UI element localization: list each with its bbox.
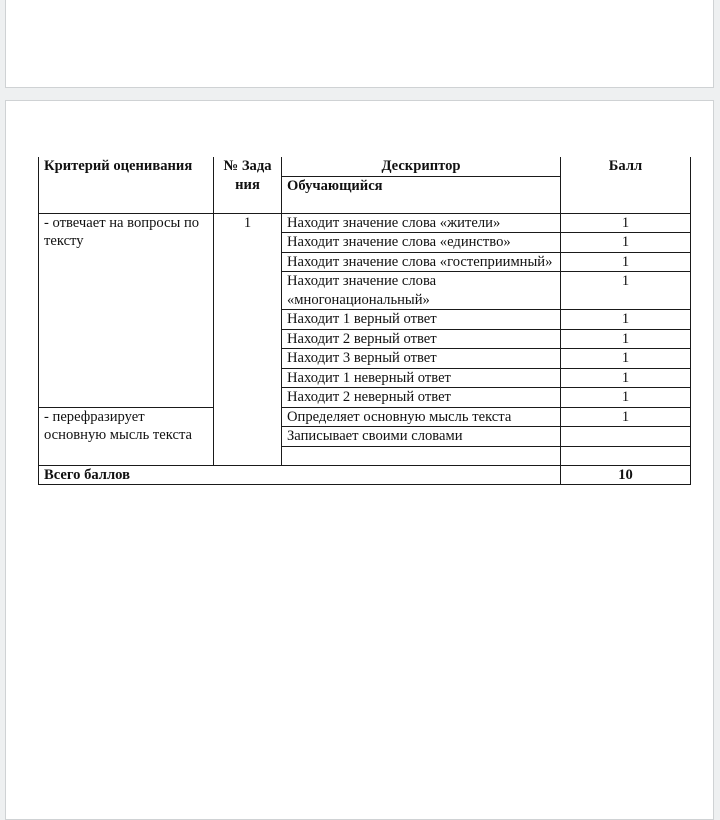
- score-cell: 1: [561, 252, 691, 272]
- assessment-table: [38, 157, 691, 485]
- score-cell: 1: [561, 329, 691, 349]
- task-number-cell: 1: [214, 213, 282, 465]
- criterion-paraphrases: - перефразирует основную мысль текста: [39, 407, 214, 465]
- total-label: Всего баллов: [39, 465, 561, 485]
- descriptor-cell: Находит значение слова «многонациональный»: [282, 272, 561, 310]
- descriptor-cell: Находит значение слова «гостеприимный»: [282, 252, 561, 272]
- header-criterion: Критерий оценивания: [39, 157, 214, 213]
- document-page: [5, 100, 714, 820]
- header-score: Балл: [561, 157, 691, 213]
- score-cell: 1: [561, 310, 691, 330]
- header-student: Обучающийся: [282, 176, 561, 213]
- score-cell: 1: [561, 272, 691, 310]
- criterion-answers-questions: - отвечает на вопросы по тексту: [39, 213, 214, 407]
- score-cell: 1: [561, 368, 691, 388]
- score-cell: 1: [561, 407, 691, 427]
- descriptor-cell: Находит значение слова «единство»: [282, 233, 561, 253]
- previous-page: [5, 0, 714, 88]
- descriptor-cell-empty: [282, 446, 561, 465]
- header-descriptor: Дескриптор: [282, 157, 561, 176]
- score-cell-empty: [561, 427, 691, 447]
- descriptor-cell: Находит 2 верный ответ: [282, 329, 561, 349]
- descriptor-main-idea: Определяет основную мысль текста: [282, 407, 561, 427]
- score-cell-empty: [561, 446, 691, 465]
- descriptor-cell: Находит 2 неверный ответ: [282, 388, 561, 408]
- descriptor-cell: Находит 1 неверный ответ: [282, 368, 561, 388]
- descriptor-cell: Находит 1 верный ответ: [282, 310, 561, 330]
- score-cell: 1: [561, 349, 691, 369]
- descriptor-cell: Находит значение слова «жители»: [282, 213, 561, 233]
- header-task-number: № Зада ния: [214, 157, 282, 213]
- score-cell: 1: [561, 388, 691, 408]
- total-score: 10: [561, 465, 691, 485]
- descriptor-cell: Находит 3 верный ответ: [282, 349, 561, 369]
- score-cell: 1: [561, 233, 691, 253]
- descriptor-own-words: Записывает своими словами: [282, 427, 561, 447]
- score-cell: 1: [561, 213, 691, 233]
